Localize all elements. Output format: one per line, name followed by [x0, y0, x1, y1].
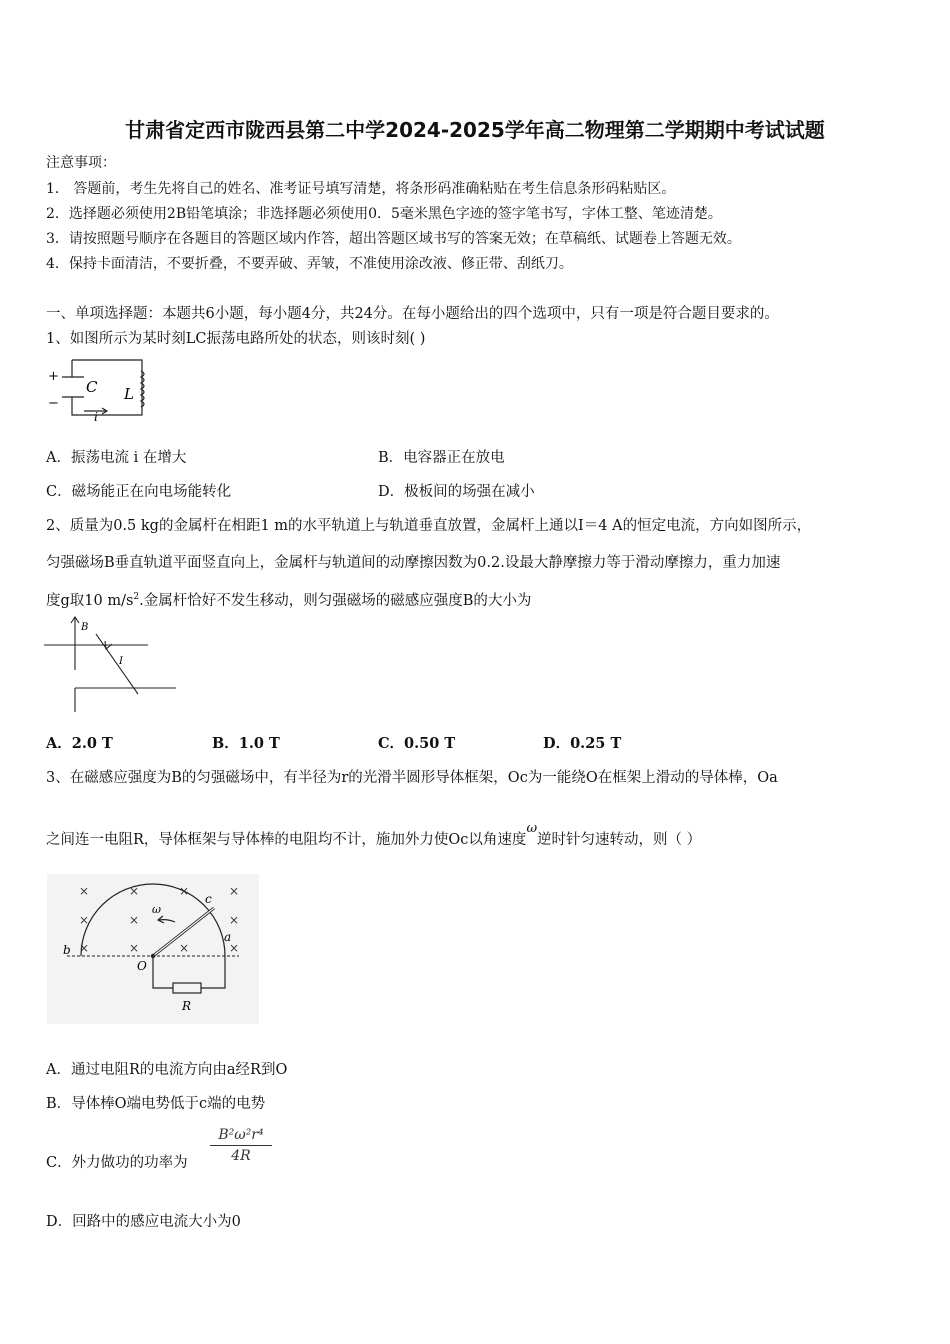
q3-option-c[interactable]: C．外力做功的功率为 — [46, 1155, 188, 1171]
question-1-stem: 1、如图所示为某时刻LC振荡电路所处的状态，则该时刻( ) — [46, 331, 426, 347]
semicircle-frame-figure — [47, 874, 259, 1024]
fraction-denominator: 4R — [231, 1148, 251, 1164]
question-3-line-1: 3、在磁感应强度为B的匀强磁场中，有半径为r的光滑半圆形导体框架，Oc为一能绕O在框架上滑动的导体棒，Oa — [46, 770, 778, 786]
inductor-label: L — [124, 385, 134, 403]
notice-item-1: 1． 答题前，考生先将自己的姓名、准考证号填写清楚，将条形码准确粘贴在考生信息条形码粘贴区。 — [46, 181, 676, 197]
point-o-label: O — [137, 959, 147, 973]
lc-circuit-figure — [44, 355, 154, 427]
q3-line2-part-b: 逆时针匀速转动，则（ ） — [537, 832, 702, 848]
question-3-line-2 — [46, 821, 702, 849]
current-i-label: I — [119, 656, 123, 667]
notice-item-3: 3．请按照题号顺序在各题目的答题区域内作答，超出答题区域书写的答案无效；在草稿纸、试题卷上答题无效。 — [46, 231, 741, 247]
q2-option-d[interactable]: D．0.25 T — [543, 735, 622, 752]
q2-option-c[interactable]: C．0.50 T — [378, 735, 456, 752]
rail-figure — [44, 614, 178, 718]
power-fraction — [210, 1127, 272, 1164]
page-title: 甘肃省定西市陇西县第二中学2024-2025学年高二物理第二学期期中考试试题 — [125, 118, 825, 142]
capacitor-plus-sign: + — [48, 369, 59, 384]
omega-label: ω — [152, 903, 161, 916]
q2-line3-part-b: .金属杆恰好不发生移动，则匀强磁场的磁感应强度B的大小为 — [139, 593, 532, 609]
resistor-label: R — [182, 999, 192, 1013]
capacitor-label: C — [86, 378, 98, 396]
q3-line2-part-a: 之间连一电阻R，导体框架与导体棒的电阻均不计，施加外力使Oc以角速度 — [46, 832, 527, 848]
q1-option-d[interactable]: D．极板间的场强在减小 — [378, 484, 535, 500]
point-b-label: b — [63, 943, 71, 957]
question-2-line-2: 匀强磁场B垂直轨道平面竖直向上，金属杆与轨道间的动摩擦因数为0.2.设最大静摩擦力等于滑动摩擦力，重力加速 — [46, 555, 781, 571]
field-cross: × — [129, 913, 140, 927]
field-cross: × — [179, 884, 190, 898]
field-b-label: B — [81, 622, 89, 633]
q3-option-d[interactable]: D．回路中的感应电流大小为0 — [46, 1214, 241, 1230]
capacitor-minus-sign: − — [48, 396, 59, 411]
q2-option-b[interactable]: B．1.0 T — [212, 735, 280, 752]
field-cross: × — [129, 884, 140, 898]
point-a-label: a — [224, 930, 232, 944]
q2-line3-superscript: 2 — [133, 592, 140, 603]
q1-option-c[interactable]: C．磁场能正在向电场能转化 — [46, 484, 232, 500]
q2-line3-part-a: 度g取10 m/s — [46, 593, 134, 609]
section-heading: 一、单项选择题：本题共6小题，每小题4分，共24分。在每小题给出的四个选项中，只有一项是符合题目要求的。 — [46, 306, 779, 322]
field-cross: × — [79, 884, 90, 898]
q3-option-a[interactable]: A．通过电阻R的电流方向由a经R到O — [46, 1062, 288, 1078]
current-label: i — [94, 410, 98, 424]
point-c-label: c — [205, 892, 212, 906]
field-cross: × — [229, 941, 240, 955]
q1-option-a[interactable]: A．振荡电流 i 在增大 — [46, 450, 187, 466]
field-cross: × — [179, 941, 190, 955]
field-cross: × — [129, 941, 140, 955]
field-cross: × — [229, 913, 240, 927]
notice-item-4: 4．保持卡面清洁，不要折叠，不要弄破、弄皱，不准使用涂改液、修正带、刮纸刀。 — [46, 256, 573, 272]
q3-option-b[interactable]: B．导体棒O端电势低于c端的电势 — [46, 1096, 266, 1112]
q1-option-b[interactable]: B．电容器正在放电 — [378, 450, 505, 466]
field-cross: × — [79, 913, 90, 927]
fraction-numerator: B²ω²r⁴ — [210, 1127, 272, 1146]
field-cross: × — [229, 884, 240, 898]
question-2-line-1: 2、质量为0.5 kg的金属杆在相距1 m的水平轨道上与轨道垂直放置，金属杆上通以I＝4 A的恒定电流，方向如图所示， — [46, 518, 812, 534]
question-2-line-3 — [46, 589, 531, 610]
notice-heading: 注意事项： — [46, 155, 116, 171]
q2-option-a[interactable]: A．2.0 T — [46, 735, 113, 752]
omega-symbol: ω — [526, 821, 538, 836]
field-cross: × — [79, 941, 90, 955]
notice-item-2: 2．选择题必须使用2B铅笔填涂；非选择题必须使用0．5毫米黑色字迹的签字笔书写，字体工整、笔迹清楚。 — [46, 206, 722, 222]
